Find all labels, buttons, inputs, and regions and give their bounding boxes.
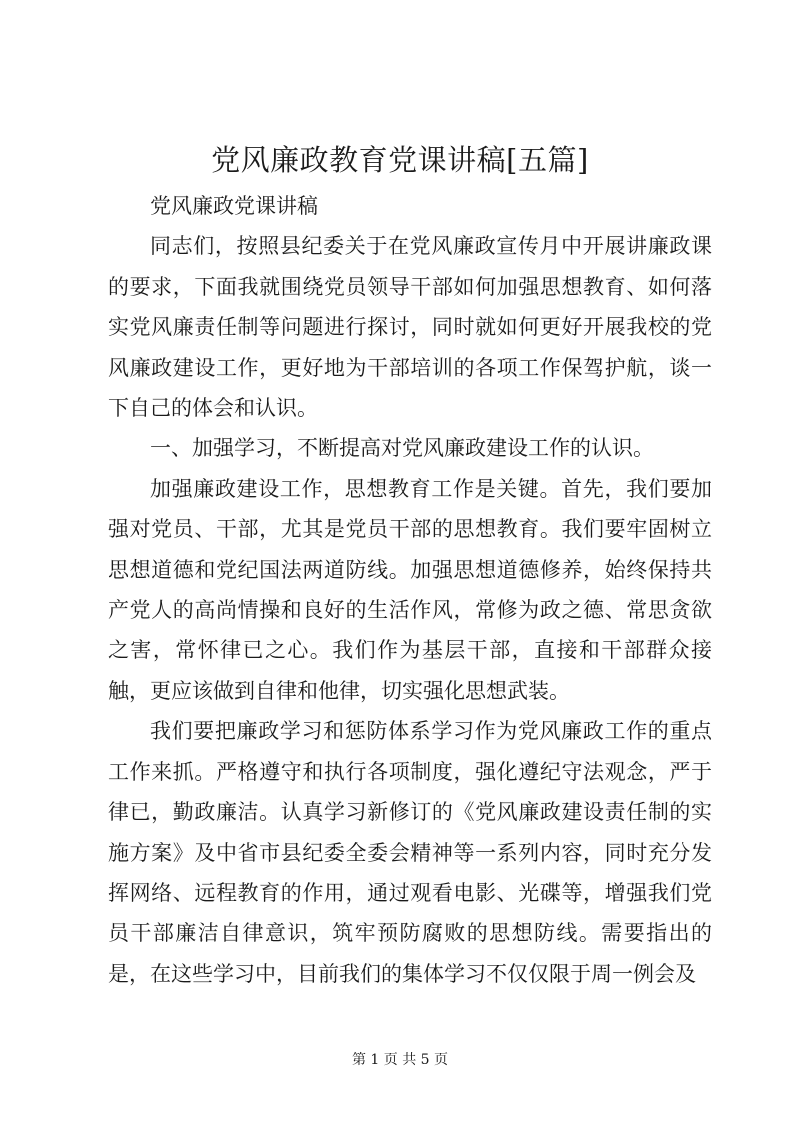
section-heading: 一、加强学习，不断提高对党风廉政建设工作的认识。 [150,436,654,461]
paragraph-subtitle: 党风廉政党课讲稿 [150,194,318,218]
document-body [108,186,712,994]
page-footer: 第 1 页 共 5 页 [351,1052,449,1068]
paragraph-study: 我们要把廉政学习和惩防体系学习作为党风廉政工作的重点工作来抓。严格遵守和执行各项制度，强化遵纪守法观念，严于律已，勤政廉洁。认真学习新修订的《党风廉政建设责任制的实施方案》及中省市县纪委全委会精神等一系列内容，同时充分发挥网络、远程教育的作用，通过观看电影、光碟等，增强我们党员干部廉洁自律意识，筑牢预防腐败的思想防线。需要指出的是，在这些学习中，目前我们的集体学习不仅仅限于周一例会及 [108,719,712,986]
paragraph-thought-education: 加强廉政建设工作，思想教育工作是关键。首先，我们要加强对党员、干部，尤其是党员干部的思想教育。我们要牢固树立思想道德和党纪国法两道防线。加强思想道德修养，始终保持共产党人的高尚情操和良好的生活作风，常修为政之德、常思贪欲之害，常怀律已之心。我们作为基层干部，直接和干部群众接触，更应该做到自律和他律，切实强化思想武装。 [108,476,712,703]
paragraph-intro: 同志们，按照县纪委关于在党风廉政宣传月中开展讲廉政课的要求，下面我就围绕党员领导干部如何加强思想教育、如何落实党风廉责任制等问题进行探讨，同时就如何更好开展我校的党风廉政建设工作，更好地为干部培训的各项工作保驾护航，谈一下自己的体会和认识。 [108,234,712,421]
document-title: 党风廉政教育党课讲稿[五篇] [211,143,589,177]
